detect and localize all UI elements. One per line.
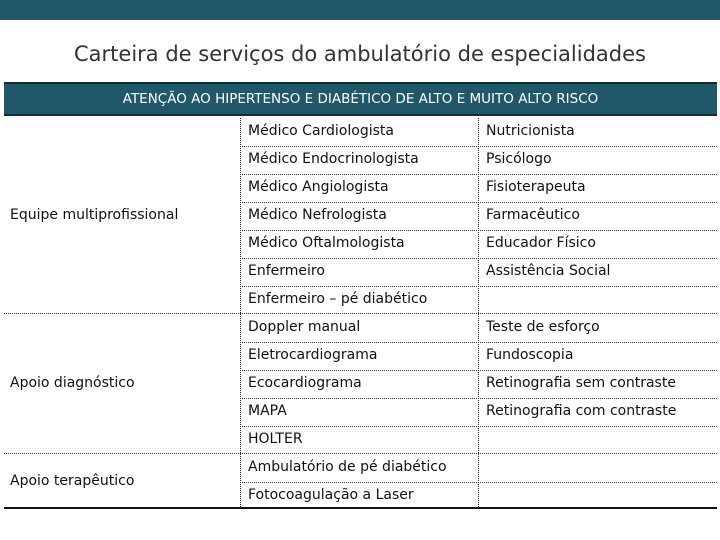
table-cell: Médico Cardiologista <box>248 123 394 139</box>
table-cell: Ambulatório de pé diabético <box>248 459 447 475</box>
group-label: Equipe multiprofissional <box>10 207 179 223</box>
table-cell: Doppler manual <box>248 319 361 335</box>
table-cell: HOLTER <box>248 431 303 447</box>
table-cell: Médico Oftalmologista <box>248 235 405 251</box>
page-title: Carteira de serviços do ambulatório de especialidades <box>74 42 646 66</box>
row-separator <box>240 202 717 203</box>
row-separator <box>240 286 717 287</box>
table-cell: Retinografia sem contraste <box>486 375 676 391</box>
table-cell: Teste de esforço <box>486 319 600 335</box>
row-separator <box>240 342 717 343</box>
row-separator <box>240 482 717 483</box>
table-cell: Psicólogo <box>486 151 552 167</box>
table-cell: Médico Nefrologista <box>248 207 387 223</box>
table-cell: Enfermeiro <box>248 263 325 279</box>
table-cell: Farmacêutico <box>486 207 580 223</box>
table-cell: Médico Endocrinologista <box>248 151 419 167</box>
table-cell: Médico Angiologista <box>248 179 389 195</box>
table-header: ATENÇÃO AO HIPERTENSO E DIABÉTICO DE ALTO E MUITO ALTO RISCO <box>4 82 717 116</box>
table-cell: Fundoscopia <box>486 347 574 363</box>
table-cell: Enfermeiro – pé diabético <box>248 291 428 307</box>
table-cell: Eletrocardiograma <box>248 347 378 363</box>
table-cell: MAPA <box>248 403 287 419</box>
row-separator <box>240 426 717 427</box>
row-separator <box>240 230 717 231</box>
table-cell: Fisioterapeuta <box>486 179 586 195</box>
table-cell: Fotocoagulação a Laser <box>248 487 414 503</box>
row-separator <box>240 258 717 259</box>
group-label: Apoio terapêutico <box>10 473 135 489</box>
table-cell: Retinografia com contraste <box>486 403 677 419</box>
top-accent-bar <box>0 0 720 20</box>
row-separator <box>240 174 717 175</box>
group-label: Apoio diagnóstico <box>10 375 135 391</box>
group-separator <box>4 453 717 454</box>
table-cell: Nutricionista <box>486 123 575 139</box>
table-bottom-border <box>4 507 717 509</box>
table-cell: Ecocardiograma <box>248 375 362 391</box>
row-separator <box>240 398 717 399</box>
group-separator <box>4 313 717 314</box>
row-separator <box>240 370 717 371</box>
table-cell: Assistência Social <box>486 263 611 279</box>
row-separator <box>240 146 717 147</box>
table-cell: Educador Físico <box>486 235 596 251</box>
